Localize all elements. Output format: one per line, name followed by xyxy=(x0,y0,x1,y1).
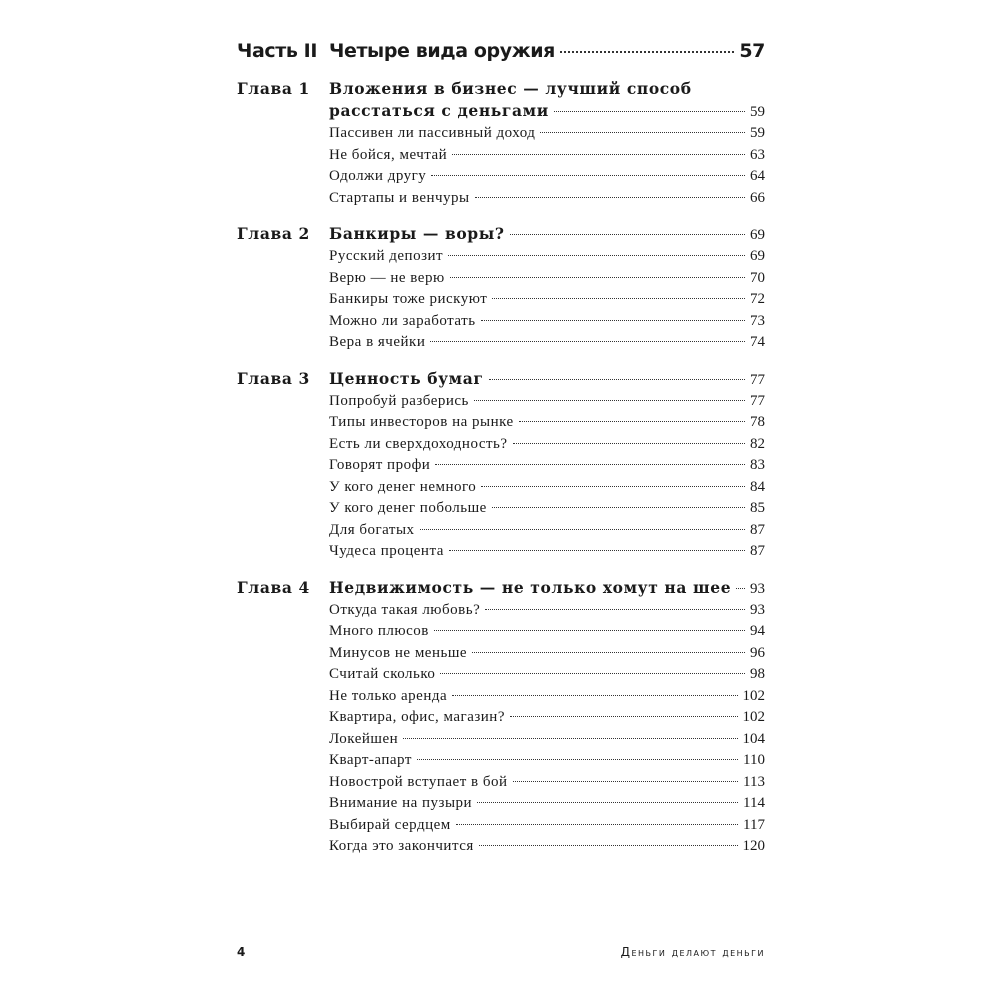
section-entry[interactable] xyxy=(329,793,765,815)
section-entry[interactable] xyxy=(329,643,765,665)
section-title: Попробуй разберись xyxy=(329,392,469,409)
chapter-list xyxy=(237,78,765,858)
section-title: Когда это закончится xyxy=(329,838,474,854)
section-page-number: 102 xyxy=(742,687,765,704)
chapter-title-line xyxy=(329,577,765,600)
dot-leader xyxy=(492,507,745,508)
section-entry[interactable] xyxy=(329,268,765,290)
section-page-number: 120 xyxy=(742,838,765,854)
chapter-title-text: Недвижимость — не только хомут на шее xyxy=(329,577,732,597)
section-title: У кого денег побольше xyxy=(329,500,487,516)
page-number: 4 xyxy=(237,945,247,959)
dot-leader xyxy=(489,379,746,380)
dot-leader xyxy=(472,652,745,653)
dot-leader xyxy=(456,824,738,825)
section-page-number: 87 xyxy=(750,543,765,559)
section-title: Выбирай сердцем xyxy=(329,816,451,833)
section-title: У кого денег немного xyxy=(329,478,477,495)
dot-leader xyxy=(430,341,745,342)
section-entry[interactable] xyxy=(329,664,765,686)
section-entry[interactable] xyxy=(329,188,765,210)
part-title: Четыре вида оружия xyxy=(329,40,555,62)
chapter-page-number: 69 xyxy=(750,227,765,243)
section-title: Откуда такая любовь? xyxy=(329,601,481,618)
section-page-number: 85 xyxy=(750,500,765,516)
dot-leader xyxy=(435,464,745,465)
section-entry[interactable] xyxy=(329,750,765,772)
section-title: Русский депозит xyxy=(329,248,444,264)
chapter-entry xyxy=(237,577,765,858)
section-page-number: 104 xyxy=(742,730,765,747)
section-page-number: 73 xyxy=(750,312,765,329)
chapter-title-line xyxy=(329,368,765,391)
section-entry[interactable] xyxy=(329,166,765,188)
dot-leader xyxy=(440,673,745,674)
dot-leader xyxy=(540,132,745,133)
section-page-number: 70 xyxy=(750,269,765,286)
section-entry[interactable] xyxy=(329,836,765,858)
section-entry[interactable] xyxy=(329,434,765,456)
chapter-title-text: расстаться с деньгами xyxy=(329,101,549,120)
section-page-number: 82 xyxy=(750,435,765,452)
section-entry[interactable] xyxy=(329,520,765,542)
part-page-number: 57 xyxy=(739,40,765,62)
chapter-page-number: 77 xyxy=(750,371,765,388)
dot-leader xyxy=(475,197,745,198)
section-title: Новострой вступает в бой xyxy=(329,773,508,790)
chapter-title-line xyxy=(329,223,765,246)
section-entry[interactable] xyxy=(329,815,765,837)
section-page-number: 69 xyxy=(750,248,765,264)
dot-leader xyxy=(452,695,737,696)
chapter-page-number: 59 xyxy=(750,104,765,120)
section-title: Кварт-апарт xyxy=(329,752,412,768)
dot-leader xyxy=(477,802,738,803)
chapter-title[interactable] xyxy=(329,368,765,391)
dot-leader xyxy=(510,234,745,235)
section-page-number: 64 xyxy=(750,168,765,184)
dot-leader xyxy=(513,781,739,782)
dot-leader xyxy=(431,175,745,176)
dot-leader xyxy=(519,421,745,422)
chapter-title-text: Банкиры — воры? xyxy=(329,224,505,243)
section-title: Не только аренда xyxy=(329,687,448,704)
dot-leader xyxy=(417,759,738,760)
section-entry[interactable] xyxy=(329,600,765,622)
section-title: Чудеса процента xyxy=(329,543,444,559)
section-title: Есть ли сверхдоходность? xyxy=(329,435,508,452)
chapter-body xyxy=(329,78,765,209)
section-entry[interactable] xyxy=(329,729,765,751)
section-title: Считай сколько xyxy=(329,666,436,682)
chapter-entry xyxy=(237,78,765,209)
chapter-body xyxy=(329,577,765,858)
chapter-page-number: 93 xyxy=(750,580,765,597)
section-title: Квартира, офис, магазин? xyxy=(329,709,505,725)
section-entry[interactable] xyxy=(329,145,765,167)
section-entry[interactable] xyxy=(329,772,765,794)
part-heading[interactable] xyxy=(237,40,765,74)
chapter-title-text: Вложения в бизнес — лучший способ xyxy=(329,79,692,98)
chapter-title-line xyxy=(329,78,765,100)
section-page-number: 117 xyxy=(743,816,765,833)
dot-leader xyxy=(736,588,745,589)
dot-leader xyxy=(420,529,745,530)
dot-leader xyxy=(485,609,745,610)
section-page-number: 96 xyxy=(750,644,765,661)
section-page-number: 87 xyxy=(750,521,765,538)
section-page-number: 78 xyxy=(750,414,765,430)
chapter-label: Глава 3 xyxy=(237,368,310,388)
dot-leader xyxy=(554,111,745,112)
section-entry[interactable] xyxy=(329,391,765,413)
section-page-number: 59 xyxy=(750,125,765,141)
section-entry[interactable] xyxy=(329,477,765,499)
section-title: Типы инвесторов на рынке xyxy=(329,414,514,430)
section-entry[interactable] xyxy=(329,686,765,708)
chapter-title[interactable] xyxy=(329,223,765,246)
section-title: Банкиры тоже рискуют xyxy=(329,291,488,307)
section-page-number: 102 xyxy=(742,709,765,725)
section-title: Не бойся, мечтай xyxy=(329,146,448,163)
section-title: Локейшен xyxy=(329,730,399,747)
section-page-number: 114 xyxy=(743,795,765,811)
dot-leader xyxy=(449,550,745,551)
section-title: Можно ли заработать xyxy=(329,312,476,329)
section-entry[interactable] xyxy=(329,498,765,520)
section-page-number: 66 xyxy=(750,189,765,206)
page-footer xyxy=(237,945,765,959)
section-entry[interactable] xyxy=(329,455,765,477)
section-page-number: 63 xyxy=(750,146,765,163)
dot-leader xyxy=(560,51,734,53)
chapter-title[interactable] xyxy=(329,577,765,600)
chapter-body xyxy=(329,223,765,354)
section-page-number: 83 xyxy=(750,457,765,473)
section-entry[interactable] xyxy=(329,246,765,268)
section-entry[interactable] xyxy=(329,311,765,333)
dot-leader xyxy=(403,738,737,739)
dot-leader xyxy=(448,255,745,256)
section-title: Много плюсов xyxy=(329,623,429,639)
dot-leader xyxy=(513,443,745,444)
chapter-title[interactable] xyxy=(329,78,765,123)
running-title: Деньги делают деньги xyxy=(620,945,765,959)
section-page-number: 110 xyxy=(743,752,765,768)
dot-leader xyxy=(450,277,745,278)
chapter-label: Глава 4 xyxy=(237,577,310,597)
section-title: Вера в ячейки xyxy=(329,334,426,350)
section-page-number: 74 xyxy=(750,334,765,350)
chapter-title-text: Ценность бумаг xyxy=(329,368,484,388)
section-entry[interactable] xyxy=(329,541,765,563)
dot-leader xyxy=(474,400,745,401)
chapter-label: Глава 2 xyxy=(237,224,310,243)
section-page-number: 72 xyxy=(750,291,765,307)
section-title: Внимание на пузыри xyxy=(329,795,473,811)
section-title: Пассивен ли пассивный доход xyxy=(329,125,536,141)
section-entry[interactable] xyxy=(329,123,765,145)
dot-leader xyxy=(510,716,738,717)
chapter-body xyxy=(329,368,765,563)
section-title: Одолжи другу xyxy=(329,168,427,184)
dot-leader xyxy=(434,630,745,631)
dot-leader xyxy=(492,298,745,299)
section-title: Говорят профи xyxy=(329,457,431,473)
section-title: Для богатых xyxy=(329,521,415,538)
section-title: Стартапы и венчуры xyxy=(329,189,470,206)
section-entry[interactable] xyxy=(329,412,765,434)
dot-leader xyxy=(479,845,738,846)
dot-leader xyxy=(452,154,745,155)
dot-leader xyxy=(481,320,745,321)
section-title: Минусов не меньше xyxy=(329,644,468,661)
section-entry[interactable] xyxy=(329,707,765,729)
dot-leader xyxy=(481,486,745,487)
section-page-number: 84 xyxy=(750,478,765,495)
table-of-contents xyxy=(237,40,765,872)
section-page-number: 77 xyxy=(750,392,765,409)
chapter-entry xyxy=(237,223,765,354)
section-page-number: 98 xyxy=(750,666,765,682)
chapter-entry xyxy=(237,368,765,563)
section-page-number: 94 xyxy=(750,623,765,639)
part-label: Часть II xyxy=(237,40,318,62)
chapter-label: Глава 1 xyxy=(237,79,310,98)
section-page-number: 93 xyxy=(750,601,765,618)
section-title: Верю — не верю xyxy=(329,269,445,286)
section-entry[interactable] xyxy=(329,289,765,311)
section-entry[interactable] xyxy=(329,621,765,643)
section-entry[interactable] xyxy=(329,332,765,354)
section-page-number: 113 xyxy=(743,773,765,790)
chapter-title-line xyxy=(329,100,765,123)
